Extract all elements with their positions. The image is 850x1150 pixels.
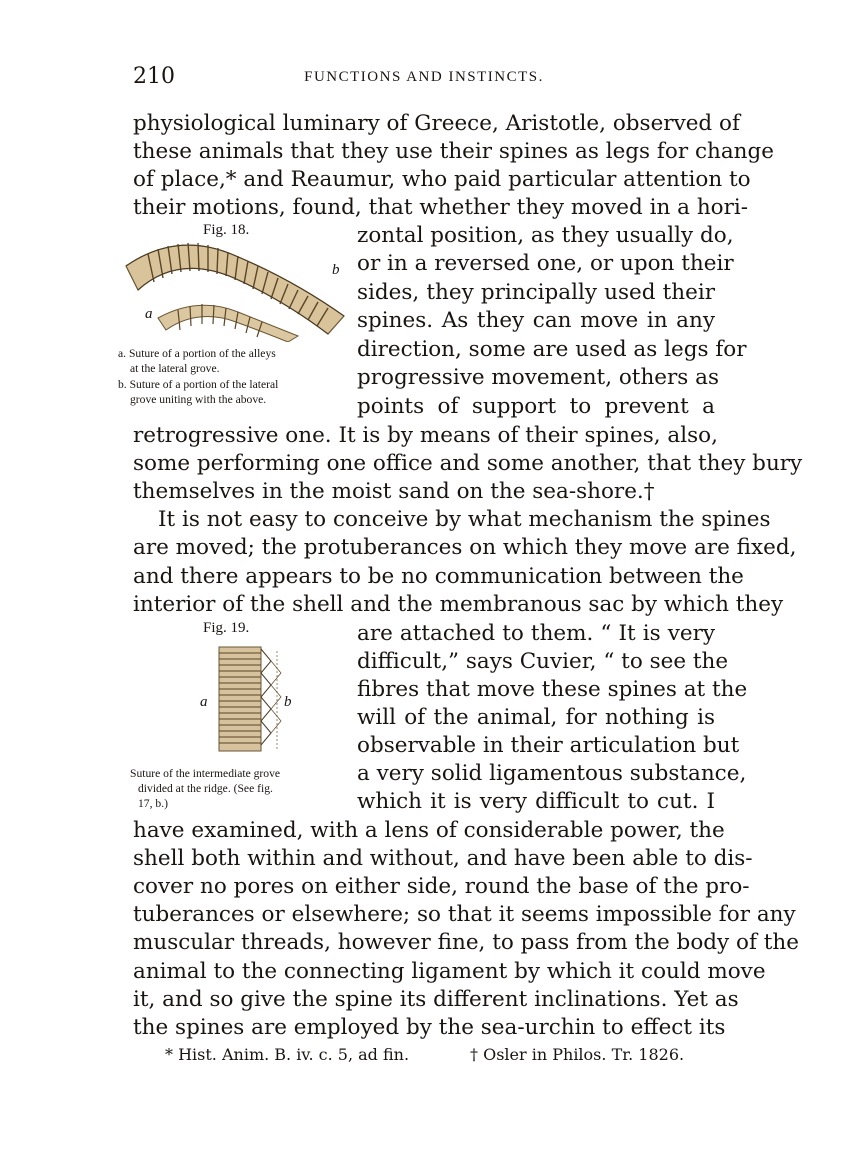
body-line: the spines are employed by the sea-urchin to effect its [133,1015,726,1040]
fig18-label: Fig. 18. [203,222,250,238]
fig18-caption-line: at the lateral grove. [130,362,220,375]
fig18-suture-illustration [118,238,354,342]
footnote-first: * Hist. Anim. B. iv. c. 5, ad fin. [165,1045,410,1064]
body-line: sides, they principally used their [357,280,715,305]
body-line: tuberances or elsewhere; so that it seems impossible for any [133,902,796,927]
body-line: points of support to prevent a [357,394,715,419]
body-line: zontal position, as they usually do, [357,223,734,248]
fig18-letter-b: b [332,262,340,278]
fig19-letter-a: a [200,694,208,710]
body-line: some performing one office and some another, that they bury [133,451,803,476]
running-title: FUNCTIONS AND INSTINCTS. [304,69,544,85]
body-line: shell both within and without, and have been able to dis- [133,846,753,871]
page-number: 210 [133,64,175,89]
body-line: a very solid ligamentous substance, [357,761,747,786]
fig18-caption-line: b. Suture of a portion of the lateral [118,378,279,391]
fig18-letter-a: a [145,306,153,322]
fig18-caption-line: a. Suture of a portion of the alleys [118,347,276,360]
page-header [133,64,715,92]
footnote-second: † Osler in Philos. Tr. 1826. [470,1045,685,1064]
body-line: are moved; the protuberances on which they move are fixed, [133,535,797,560]
body-line: or in a reversed one, or upon their [357,251,734,276]
body-line: these animals that they use their spines as legs for change [133,139,774,164]
body-line: will of the animal, for nothing is [357,705,715,730]
body-line: themselves in the moist sand on the sea-shore.† [133,479,655,504]
body-line: observable in their articulation but [357,733,740,758]
fig19-letter-b: b [284,694,292,710]
body-line: spines. As they can move in any [357,308,715,333]
fig18-caption-line: grove uniting with the above. [130,393,267,406]
body-line: fibres that move these spines at the [357,677,748,702]
body-line: retrogressive one. It is by means of their spines, also, [133,423,718,448]
body-line: interior of the shell and the membranous sac by which they [133,592,784,617]
body-line: which it is very difficult to cut. I [357,789,715,814]
body-line: are attached to them. “ It is very [357,621,715,646]
body-line: muscular threads, however fine, to pass from the body of the [133,930,799,955]
body-line: It is not easy to conceive by what mechanism the spines [158,507,771,532]
body-line: animal to the connecting ligament by which it could move [133,959,766,984]
fig19-caption-line: divided at the ridge. (See fig. [138,782,273,795]
body-line: cover no pores on either side, round the base of the pro- [133,874,750,899]
body-line: difficult,” says Cuvier, “ to see the [357,649,729,674]
body-line: have examined, with a lens of considerable power, the [133,818,725,843]
body-line: of place,* and Reaumur, who paid particular attention to [133,167,751,192]
fig19-caption-line: 17, b.) [138,797,168,810]
body-line: progressive movement, others as [357,365,720,390]
body-line: it, and so give the spine its different inclinations. Yet as [133,987,739,1012]
fig19-label: Fig. 19. [203,620,250,636]
body-line: direction, some are used as legs for [357,337,747,362]
fig19-caption-line: Suture of the intermediate grove [130,767,281,780]
body-line: their motions, found, that whether they moved in a hori- [133,195,749,220]
body-line: physiological luminary of Greece, Aristotle, observed of [133,111,740,136]
body-line: and there appears to be no communication between the [133,564,744,589]
